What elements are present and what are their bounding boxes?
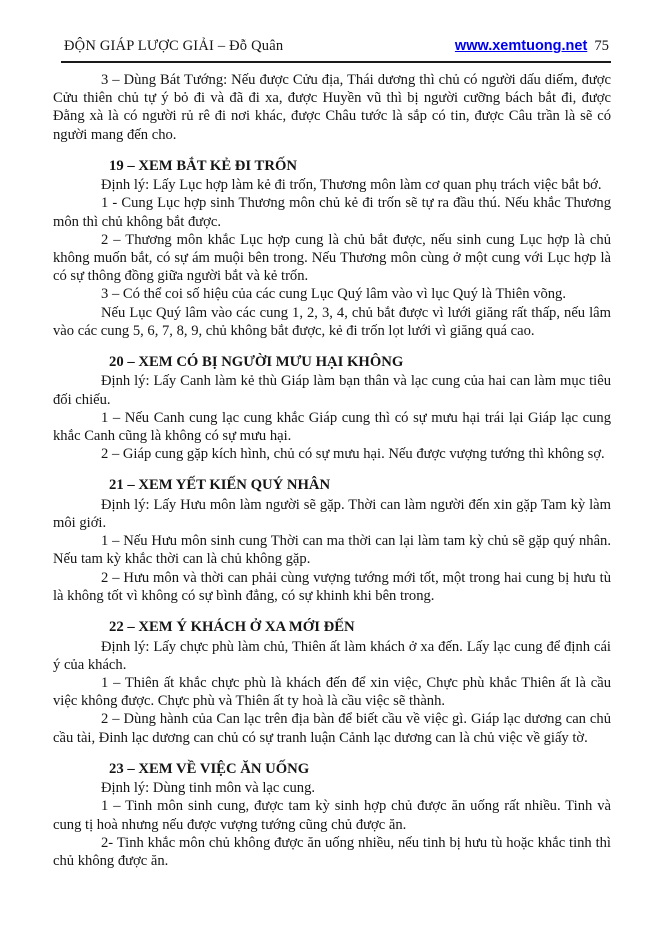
section-19-heading: 19 – XEM BẮT KẺ ĐI TRỐN (109, 157, 297, 174)
paragraph: Định lý: Lấy chực phù làm chủ, Thiên ất làm khách ở xa đến. Lấy lạc cung để định cái ý của khách. (53, 638, 611, 673)
paragraph: Nếu Lục Quý lâm vào các cung 1, 2, 3, 4, chủ bắt được vì lưới giăng rất thấp, nếu lâm vào các cung 5, 6, 7, 8, 9, chủ không bắt được, kẻ đi trốn lọt lưới vì giăng quá cao. (53, 304, 611, 339)
page-header (53, 38, 611, 55)
section-21 (53, 476, 611, 605)
document-title: ĐỘN GIÁP LƯỢC GIẢI – Đỗ Quân (64, 38, 284, 54)
section-20 (53, 353, 611, 463)
paragraph: 1 – Tinh môn sinh cung, được tam kỳ sinh hợp chủ được ăn uống rất nhiều. Tinh và cung tị hoà nhưng nếu được vượng tướng cũng chủ được ăn. (53, 798, 611, 833)
paragraph: 2- Tinh khắc môn chủ không được ăn uống nhiều, nếu tinh bị hưu tù hoặc khắc tinh thì chủ không được ăn. (53, 834, 611, 869)
paragraph: 2 – Dùng hành của Can lạc trên địa bàn để biết cầu về việc gì. Giáp lạc dương can chủ cầu tài, Đinh lạc dương can chủ có sự tranh luận Cảnh lạc dương can là chủ việc về giấy tờ. (53, 711, 611, 746)
paragraph: 1 - Cung Lục hợp sinh Thương môn chủ kẻ đi trốn sẽ tự ra đầu thú. Nếu khắc Thương môn thì chủ không bắt được. (53, 195, 611, 230)
website-link[interactable]: www.xemtuong.net (454, 38, 588, 54)
paragraph: 2 – Thương môn khắc Lục hợp cung là chủ bắt được, nếu sinh cung Lục hợp là chủ không muốn bắt, có sự ám muội bên trong. Nếu Thương môn cùng ở một cung với Lục hợp là có sự thông đồng giữa người bắt và kẻ trốn. (53, 231, 611, 285)
paragraph: 3 – Có thể coi số hiệu của các cung Lục Quý lâm vào vì lục Quý là Thiên võng. (101, 286, 566, 303)
paragraph: Định lý: Lấy Hưu môn làm người sẽ gặp. Thời can làm người đến xin gặp Tam kỳ làm môi giới. (53, 496, 611, 532)
page-number: 75 (594, 38, 609, 54)
header-right (455, 38, 609, 55)
section-23 (53, 760, 611, 870)
paragraph: 2 – Hưu môn và thời can phải cùng vượng tướng mới tốt, một trong hai cung bị hưu tù là không tốt vì không có sự bình đẳng, có sự khinh khi bên trong. (53, 569, 611, 604)
section-21-heading: 21 – XEM YẾT KIẾN QUÝ NHÂN (109, 477, 331, 494)
paragraph: Định lý: Dùng tinh môn và lạc cung. (101, 780, 316, 797)
intro-paragraph: 3 – Dùng Bát Tướng: Nếu được Cửu địa, Thái dương thì chủ có người dấu diếm, được Cửu thiên chủ tự ý bỏ đi và đã đi xa, được Huyền vũ thì bị người cưỡng bách bắt đi, được Đằng xà là có người rủ rê đi nơi khác, được Châu tước là sắp có tin, được Câu trần là sẽ có người mang đến cho. (53, 72, 611, 143)
section-22-heading: 22 – XEM Ý KHÁCH Ở XA MỚI ĐẾN (109, 619, 355, 636)
paragraph: 1 – Nếu Canh cung lạc cung khắc Giáp cung thì có sự mưu hại trái lại Giáp lạc cung khắc Canh cũng là không có sự mưu hại. (53, 409, 611, 445)
section-19 (53, 157, 611, 340)
section-23-heading: 23 – XEM VỀ VIỆC ĂN UỐNG (109, 760, 310, 777)
paragraph: 1 – Thiên ất khắc chực phù là khách đến để xin việc, Chực phù khắc Thiên ất là cầu việc không được. Chực phù và Thiên ất ty hoà là cầu việc sẽ thành. (53, 674, 611, 710)
paragraph: Định lý: Lấy Canh làm kẻ thù Giáp làm bạn thân và lạc cung của hai can làm mục tiêu đối chiếu. (53, 373, 611, 408)
paragraph: Định lý: Lấy Lục hợp làm kẻ đi trốn, Thương môn làm cơ quan phụ trách việc bắt bớ. (101, 177, 602, 194)
section-22 (53, 618, 611, 747)
header-divider (61, 61, 611, 63)
page-content (53, 38, 611, 870)
section-20-heading: 20 – XEM CÓ BỊ NGƯỜI MƯU HẠI KHÔNG (109, 354, 404, 371)
paragraph: 2 – Giáp cung gặp kích hình, chủ có sự mưu hại. Nếu được vượng tướng thì không sợ. (101, 446, 605, 463)
paragraph: 1 – Nếu Hưu môn sinh cung Thời can ma thời can lại làm tam kỳ chủ sẽ gặp quý nhân. Nếu tam kỳ khắc thời can là chủ không gặp. (53, 533, 611, 568)
document-body (53, 71, 611, 870)
